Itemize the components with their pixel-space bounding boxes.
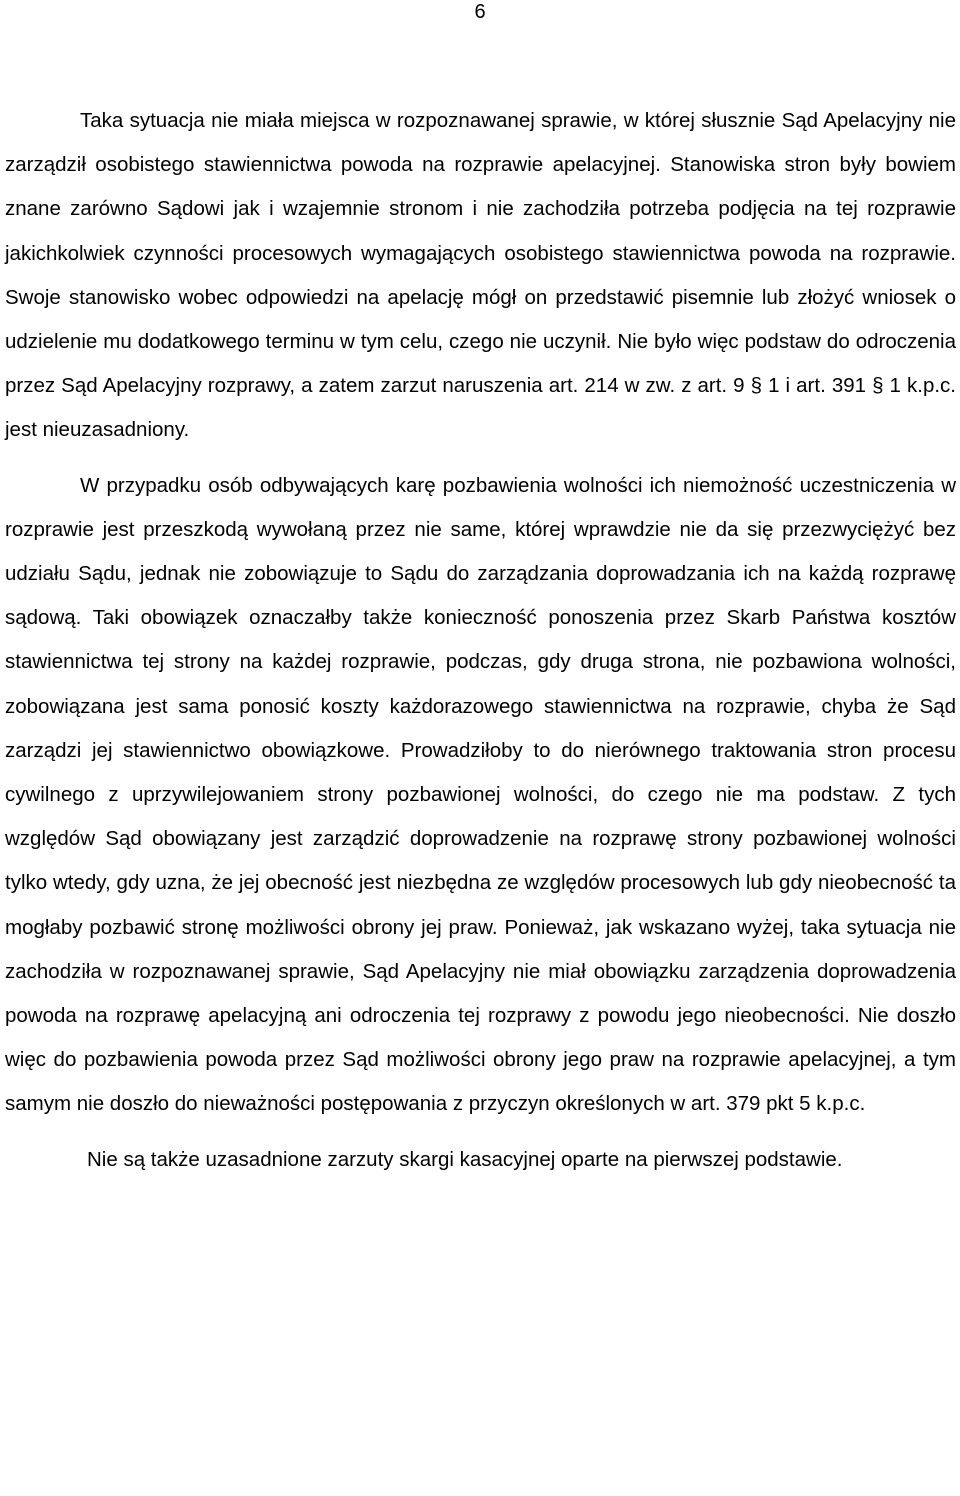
paragraph-2: W przypadku osób odbywających karę pozbawienia wolności ich niemożność uczestniczenia w rozprawie jest przeszkodą wywołaną przez nie same, której wprawdzie nie da się przezwyciężyć bez udziału Sądu, jednak nie zobowiązuje to Sądu do zarządzania doprowadzania ich na każdą rozprawę sądową. Taki obowiązek oznaczałby także konieczność ponoszenia przez Skarb Państwa kosztów stawiennictwa tej strony na każdej rozprawie, podczas, gdy druga strona, nie pozbawiona wolności, zobowiązana jest sama ponosić koszty każdorazowego stawiennictwa na rozprawie, chyba że Sąd zarządzi jej stawiennictwo obowiązkowe. Prowadziłoby to do nierównego traktowania stron procesu cywilnego z uprzywilejowaniem strony pozbawionej wolności, do czego nie ma podstaw. Z tych względów Sąd obowiązany jest zarządzić doprowadzenie na rozprawę strony pozbawionej wolności tylko wtedy, gdy uzna, że jej obecność jest niezbędna ze względów procesowych lub gdy nieobecność ta mogłaby pozbawić stronę możliwości obrony jej praw. Ponieważ, jak wskazano wyżej, taka sytuacja nie zachodziła w rozpoznawanej sprawie, Sąd Apelacyjny nie miał obowiązku zarządzenia doprowadzenia powoda na rozprawę apelacyjną ani odroczenia tej rozprawy z powodu jego nieobecności. Nie doszło więc do pozbawienia powoda przez Sąd możliwości obrony jego praw na rozprawie apelacyjnej, a tym samym nie doszło do nieważności postępowania z przyczyn określonych w art. 379 pkt 5 k.p.c. <box>5 473 956 1116</box>
document-body <box>5 99 956 1182</box>
paragraph-1: Taka sytuacja nie miała miejsca w rozpoznawanej sprawie, w której słusznie Sąd Apelacyjny nie zarządził osobistego stawiennictwa powoda na rozprawie apelacyjnej. Stanowiska stron były bowiem znane zarówno Sądowi jak i wzajemnie stronom i nie zachodziła potrzeba podjęcia na tej rozprawie jakichkolwiek czynności procesowych wymagających osobistego stawiennictwa powoda na rozprawie. Swoje stanowisko wobec odpowiedzi na apelację mógł on przedstawić pisemnie lub złożyć wniosek o udzielenie mu dodatkowego terminu w tym celu, czego nie uczynił. Nie było więc podstaw do odroczenia przez Sąd Apelacyjny rozprawy, a zatem zarzut naruszenia art. 214 w zw. z art. 9 § 1 i art. 391 § 1 k.p.c. jest nieuzasadniony. <box>5 109 956 442</box>
page-number: 6 <box>474 1 486 23</box>
paragraph-3: Nie są także uzasadnione zarzuty skargi kasacyjnej oparte na pierwszej podstawie. <box>87 1147 843 1171</box>
